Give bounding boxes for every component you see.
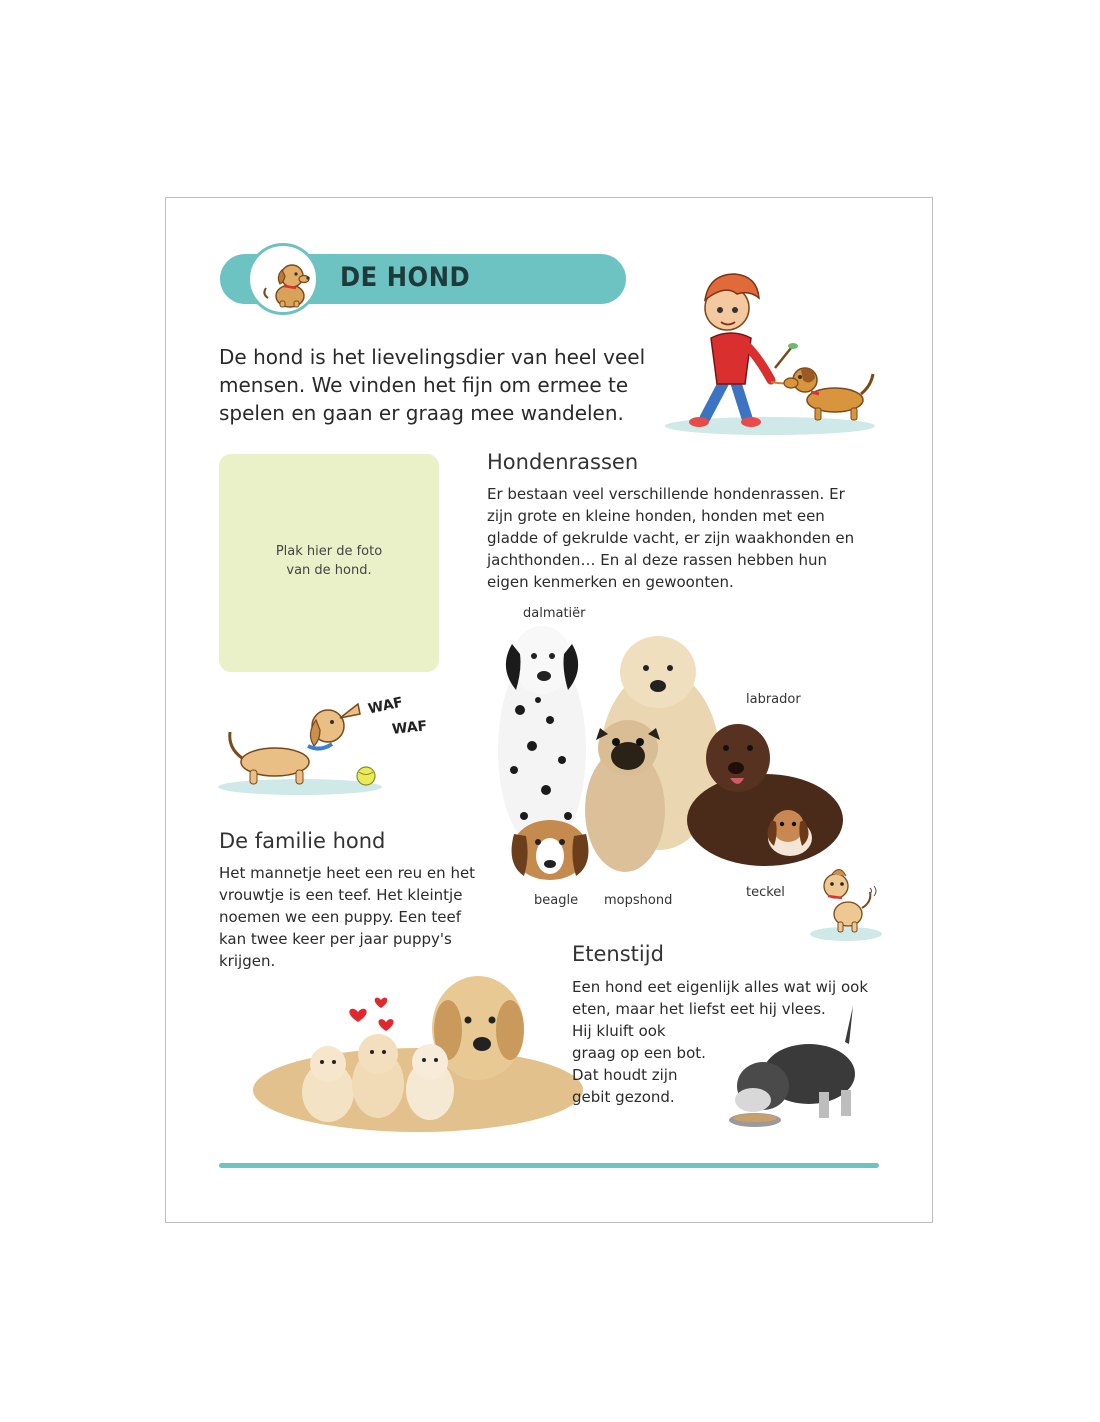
title-badge: [247, 243, 319, 315]
photo-placeholder-box[interactable]: [219, 454, 439, 672]
schnauzer-eating-photo: [725, 1002, 865, 1132]
dog-breeds-photo: [490, 620, 870, 890]
intro-text: De hond is het lievelingsdier van heel veel mensen. We vinden het fijn om ermee te spelen en gaan er graag mee wandelen.: [219, 345, 646, 425]
family-heading: De familie hond: [219, 829, 386, 853]
mealtime-heading: Etenstijd: [572, 942, 664, 966]
family-text: Het mannetje heet een reu en het vrouwtje is een teef. Het kleintje noemen we een puppy. Een teef kan twee keer per jaar puppy's krijgen.: [219, 864, 476, 970]
sound-effect-first: WAF: [366, 694, 405, 718]
bottom-divider: [219, 1163, 879, 1168]
mealtime-text-wide: Een hond eet eigenlijk alles wat wij ook eten, maar het liefst eet hij vlees.: [572, 978, 869, 1018]
label-labrador: labrador: [746, 692, 801, 707]
boy-walking-dog-illustration: [665, 250, 885, 440]
label-pug: mopshond: [604, 893, 673, 908]
breeds-heading: Hondenrassen: [487, 450, 639, 474]
golden-retriever-puppies-photo: [218, 972, 588, 1142]
puppy-icon: [250, 246, 319, 315]
small-dog-illustration: [808, 862, 888, 942]
label-dalmatian: dalmatiër: [523, 606, 586, 621]
breeds-text: Er bestaan veel verschillende hondenrassen. Er zijn grote en kleine honden, honden met een gladde of gekrulde vacht, er zijn waakhonden en jachthonden… En al deze rassen hebben hun eigen kenmerken en gewoonten.: [487, 485, 855, 591]
sound-effect-second: WAF: [391, 718, 428, 738]
photo-placeholder-text: Plak hier de foto van de hond.: [275, 544, 383, 578]
page-title: DE HOND: [340, 262, 471, 293]
label-beagle: beagle: [534, 893, 579, 908]
label-dachshund: teckel: [746, 885, 785, 900]
mealtime-text-narrow: Hij kluift ook graag op een bot. Dat houdt zijn gebit gezond.: [572, 1022, 706, 1106]
